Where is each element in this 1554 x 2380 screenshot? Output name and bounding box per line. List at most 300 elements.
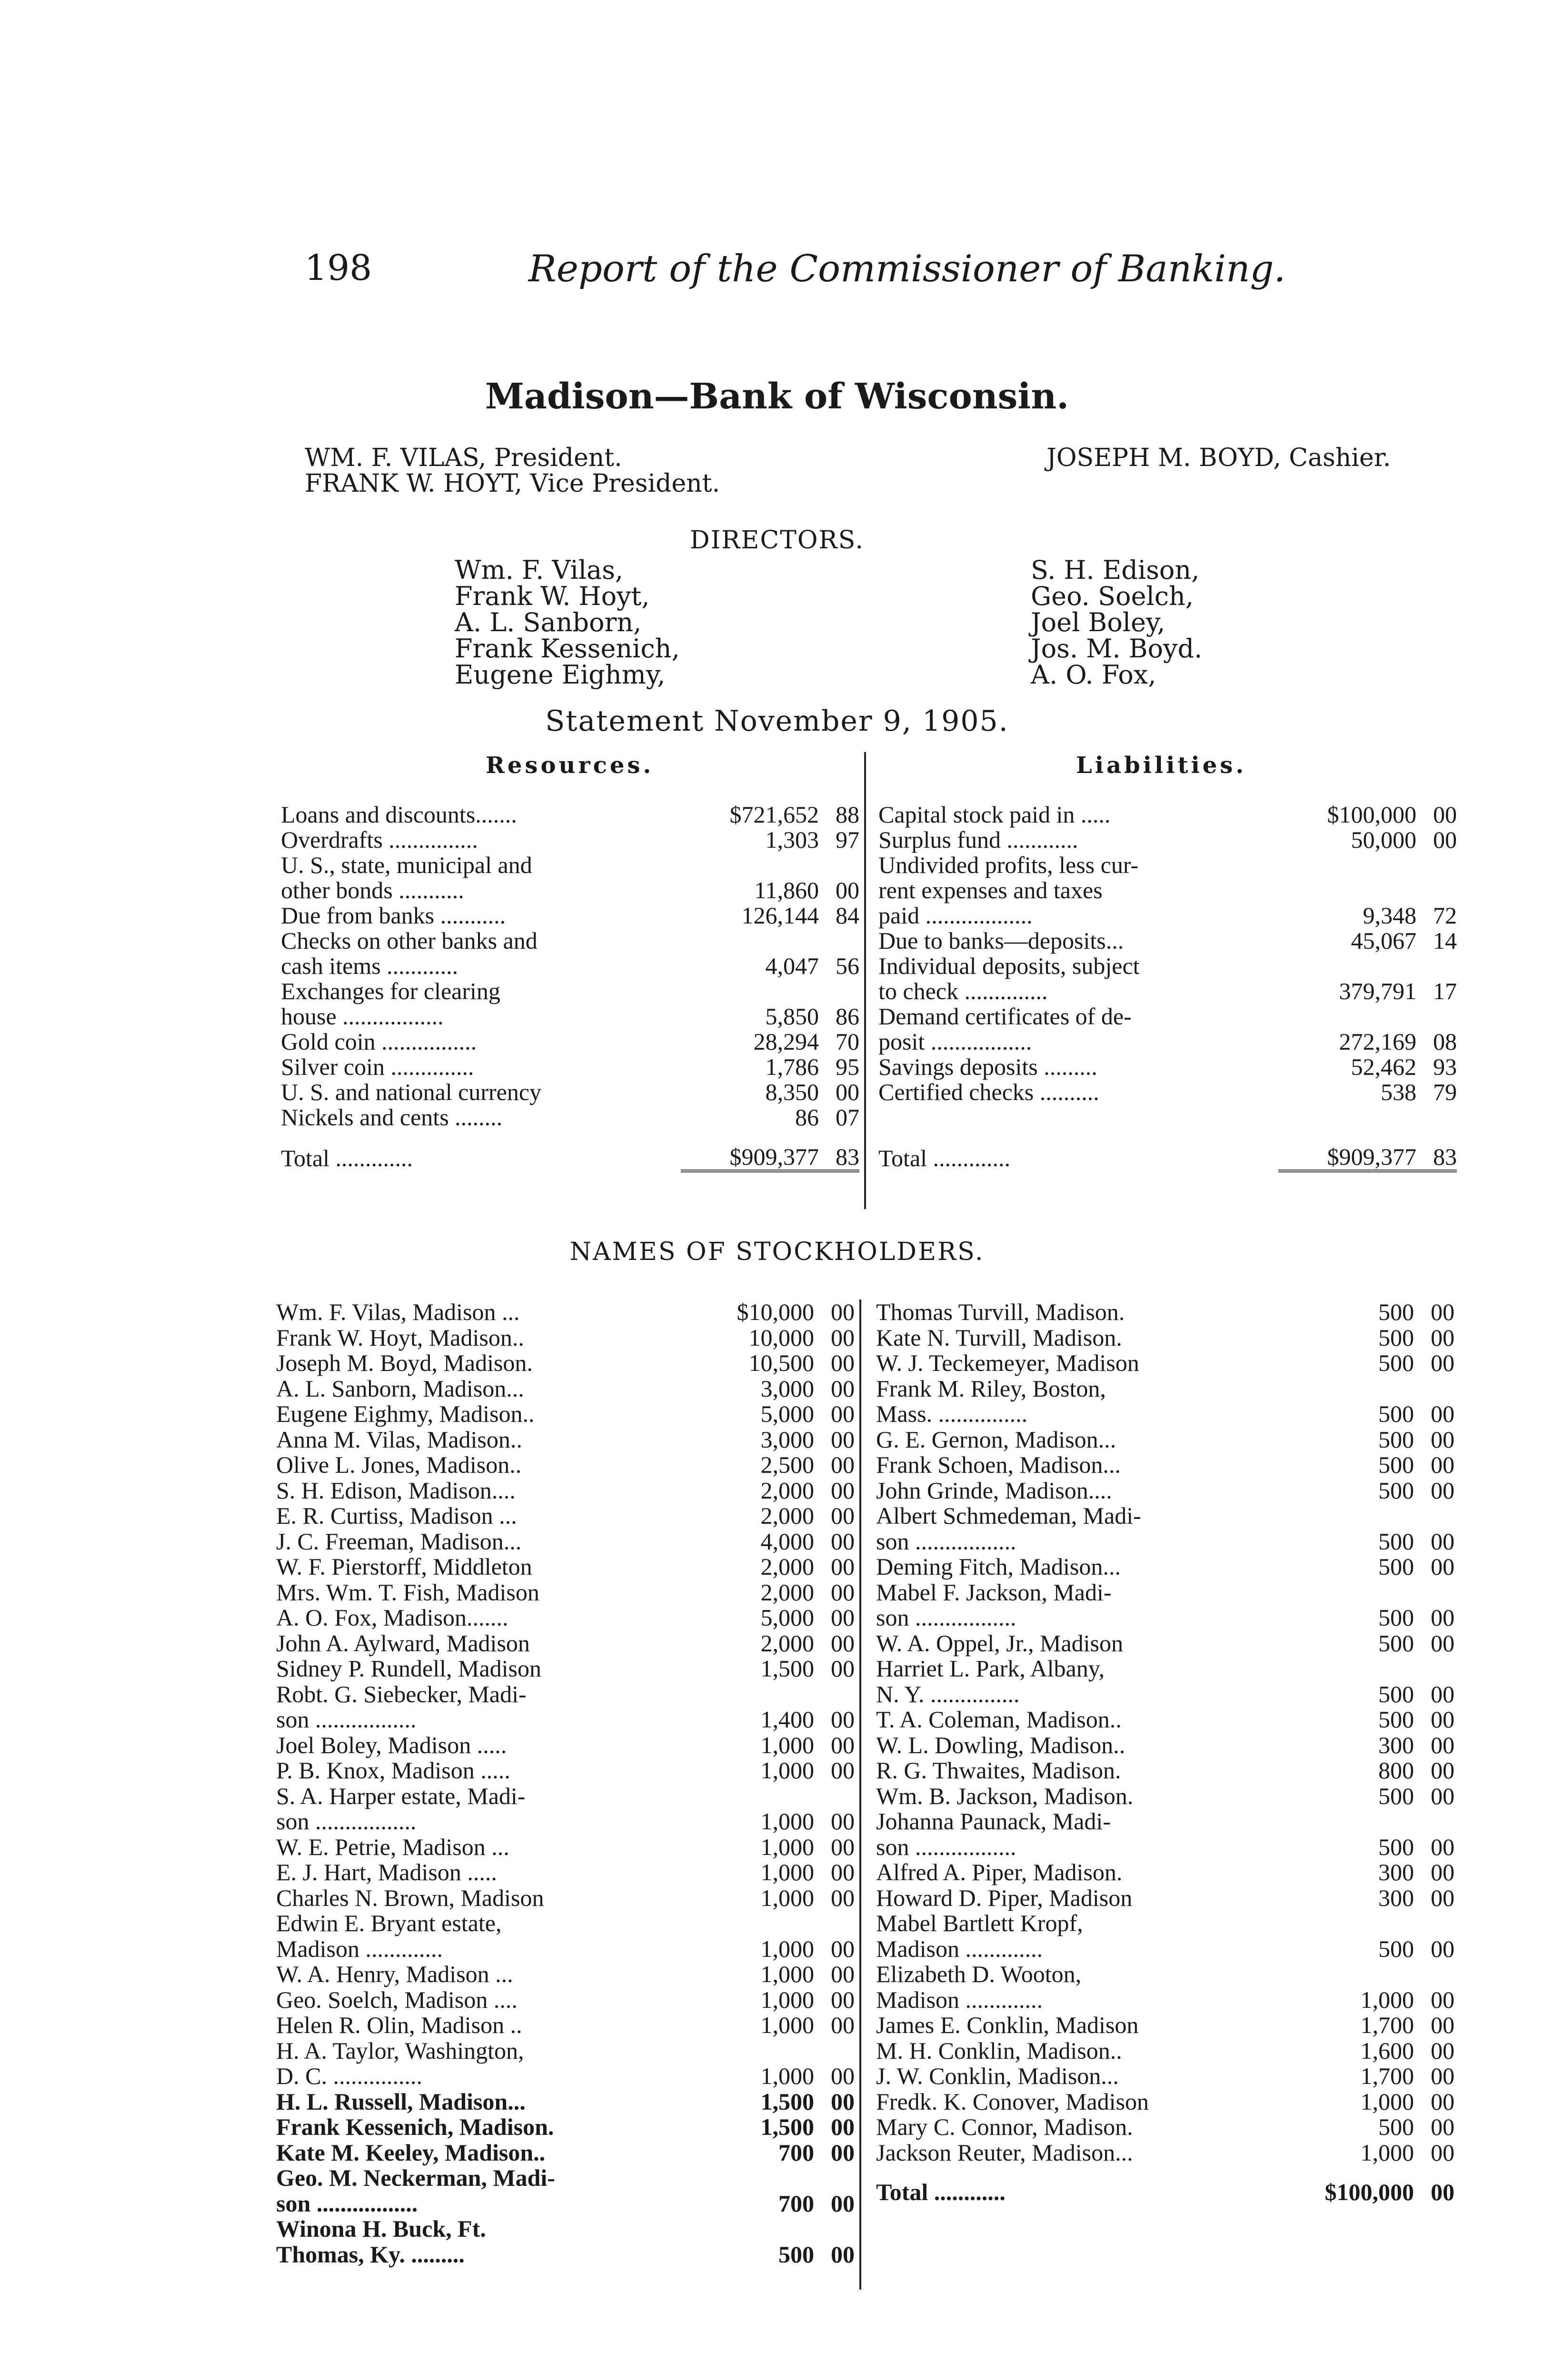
amount-cents: 70 [836,1028,859,1055]
amount-dollars: 86 [795,1104,819,1130]
amount-dollars [681,853,819,878]
amount-dollars [681,928,819,953]
line-item-label: cash items ............ [281,952,458,979]
amount-cents: 00 [836,1079,859,1105]
line-item-label: Gold coin ................ [281,1028,477,1055]
table-row [878,1004,1457,1029]
total-label: Total ............ [876,2179,1006,2205]
amount-dollars: 500 [1378,1604,1414,1631]
table-row [276,1529,855,1555]
table-row [276,1299,855,1325]
amount-cents [1416,1004,1457,1029]
amount-dollars: $909,377 [681,1130,819,1171]
amount-dollars: $10,000 [737,1299,814,1325]
table-row [876,1427,1454,1453]
amount-dollars: 500 [1378,1400,1414,1427]
stockholder-name: Wm. B. Jackson, Madison. [876,1782,1134,1809]
amount-cents: 00 [1431,1604,1454,1631]
line-item-label: Individual deposits, subject [878,952,1140,979]
table-row [281,1105,859,1130]
director-name: A. L. Sanborn, [455,607,642,637]
amount-dollars: 1,500 [760,1655,814,1682]
table-row [876,1554,1454,1580]
amount-cents: 00 [831,1859,855,1885]
amount-cents: 00 [1431,1629,1454,1656]
amount-cents: 93 [1433,1053,1457,1080]
table-row [276,1478,855,1504]
amount-dollars [1278,953,1416,979]
amount-cents: 83 [1416,1130,1457,1171]
amount-cents [1414,1911,1454,1936]
amount-dollars: 379,791 [1339,978,1416,1004]
amount-cents: 00 [836,877,859,903]
table-row [276,2191,855,2217]
amount-dollars: 8,350 [765,1079,819,1105]
stockholder-name: James E. Conklin, Madison [876,2012,1139,2038]
stockholder-name: son ................. [876,1527,1016,1555]
amount-cents: 00 [831,1757,855,1784]
total-row [876,2165,1454,2205]
table-row [281,1029,859,1054]
stockholder-name: Howard D. Piper, Madison [876,1884,1133,1911]
amount-cents: 00 [831,2012,855,2038]
line-item-label: paid .................. [878,902,1033,929]
amount-dollars: 2,500 [760,1451,814,1478]
stockholder-name: Olive L. Jones, Madison.. [276,1451,522,1478]
table-row [276,2216,855,2242]
amount-cents: 00 [831,1833,855,1860]
resources-table [281,802,859,1172]
directors-left-column [455,557,680,688]
table-row [876,1911,1454,1936]
table-row [276,1350,855,1376]
page-header [305,248,1286,300]
table-row [876,1376,1454,1402]
stockholder-name: Eugene Eighmy, Madison.. [276,1400,535,1427]
table-row [276,1503,855,1529]
table-row [281,853,859,878]
table-row [878,827,1457,853]
amount-dollars: 11,860 [754,877,819,903]
director-name: Jos. M. Boyd. [1031,634,1203,664]
amount-dollars: 5,000 [760,1400,814,1427]
amount-cents: 83 [819,1130,859,1171]
stockholder-name: W. J. Teckemeyer, Madison [876,1349,1139,1376]
stockholder-name: son ................. [276,2190,418,2217]
table-row [276,1656,855,1682]
amount-cents: 88 [836,801,859,828]
table-row [876,1452,1454,1478]
stockholder-name: Frank Kessenich, Madison. [276,2113,554,2140]
amount-dollars: 300 [1378,1731,1414,1758]
stockholder-name: Johanna Paunack, Madi- [876,1808,1111,1835]
amount-cents: 00 [831,1324,855,1351]
amount-cents: 00 [831,1527,855,1555]
stockholder-name: Kate M. Keeley, Madison.. [276,2139,546,2166]
amount-dollars: 1,000 [760,1757,814,1784]
total-row [281,1130,859,1171]
amount-dollars: 1,000 [1360,2139,1414,2166]
amount-dollars: 10,500 [748,1349,814,1376]
stockholder-name: Elizabeth D. Wooton, [876,1961,1082,1987]
stockholder-name: Jackson Reuter, Madison... [876,2139,1133,2166]
amount-dollars: 1,786 [765,1053,819,1080]
table-row [876,2089,1454,2115]
stockholder-name: Sidney P. Rundell, Madison [276,1655,541,1682]
amount-dollars: 1,700 [1360,2012,1414,2038]
amount-cents: 00 [831,1451,855,1478]
amount-dollars: 300 [1378,1884,1414,1911]
director-name: S. H. Edison, [1031,555,1200,585]
table-row [276,1427,855,1453]
amount-dollars: 28,294 [753,1028,819,1055]
amount-cents: 00 [831,2088,855,2115]
table-row [276,2063,855,2089]
amount-dollars: 1,000 [1360,1986,1414,2013]
bank-title: Madison—Bank of Wisconsin. [485,376,1069,417]
amount-dollars: 1,303 [765,826,819,853]
amount-cents: 00 [1431,2088,1454,2115]
stockholders-divider [859,1299,861,2290]
table-row [276,1885,855,1911]
stockholder-name: Winona H. Buck, Ft. [276,2215,486,2242]
amount-dollars: 1,000 [760,1884,814,1911]
table-row [876,1478,1454,1504]
table-row [276,1936,855,1962]
amount-cents [1414,1962,1454,1987]
table-row [876,1885,1454,1911]
stockholder-name: Joseph M. Boyd, Madison. [276,1349,533,1376]
amount-cents: 00 [831,2113,855,2140]
table-row [878,1080,1457,1105]
amount-dollars [681,1911,814,1936]
table-row [281,953,859,979]
amount-cents [1414,1503,1454,1529]
amount-cents: 00 [831,1731,855,1758]
table-row [876,2038,1454,2064]
amount-dollars: 500 [1378,1349,1414,1376]
officers-left [305,445,720,496]
line-item-label: Savings deposits ......... [878,1053,1097,1080]
line-item-label: Exchanges for clearing [281,978,500,1004]
line-item-label: to check .............. [878,978,1048,1004]
table-row [276,1554,855,1580]
amount-dollars: 500 [1378,1629,1414,1656]
table-row [878,953,1457,979]
amount-dollars: 1,000 [1360,2088,1414,2115]
amount-dollars: 500 [1378,1680,1414,1707]
amount-cents: 00 [1431,1782,1454,1809]
amount-dollars [681,2216,814,2242]
amount-dollars: 1,000 [760,1935,814,1962]
table-row [876,1529,1454,1555]
amount-dollars [681,2038,814,2064]
line-item-label: U. S. and national currency [281,1079,542,1105]
total-row [878,1130,1457,1171]
amount-cents: 00 [1431,1680,1454,1707]
amount-cents: 00 [831,2063,855,2089]
amount-cents [1414,1580,1454,1606]
amount-dollars: 1,000 [760,1731,814,1758]
table-row [276,2013,855,2038]
line-item-label: Overdrafts ............... [281,826,478,853]
table-row [276,1758,855,1784]
amount-cents: 00 [831,1553,855,1580]
table-row [876,2140,1454,2166]
stockholder-name: M. H. Conklin, Madison.. [876,2037,1122,2064]
stockholder-name: Wm. F. Vilas, Madison ... [276,1299,520,1325]
table-row [276,1784,855,1809]
stockholder-name: Madison ............. [876,1986,1043,2013]
director-name: Eugene Eighmy, [455,660,666,690]
table-row [276,1401,855,1427]
amount-cents: 00 [1431,2037,1454,2064]
stockholder-name: W. E. Petrie, Madison ... [276,1833,509,1860]
amount-cents: 00 [1431,1324,1454,1351]
amount-dollars: 1,700 [1360,2063,1414,2089]
amount-dollars: 1,000 [760,2012,814,2038]
table-row [281,1054,859,1080]
amount-cents: 97 [836,826,859,853]
table-row [276,1911,855,1936]
amount-dollars: 500 [1378,1553,1414,1580]
amount-dollars: 3,000 [760,1375,814,1402]
amount-cents [814,2165,855,2191]
amount-dollars: 700 [778,2139,814,2166]
amount-cents: 00 [831,1961,855,1987]
stockholder-name: Joel Boley, Madison ..... [276,1731,507,1758]
amount-cents: 00 [831,2139,855,2166]
line-item-label: Nickels and cents ........ [281,1104,503,1130]
stockholder-name: Geo. M. Neckerman, Madi- [276,2164,555,2191]
amount-cents: 00 [1431,2012,1454,2038]
stockholder-name: Fredk. K. Conover, Madison [876,2088,1149,2115]
amount-cents [819,928,859,953]
amount-dollars: $100,000 [1327,801,1416,828]
amount-cents: 95 [836,1053,859,1080]
stockholder-name: Mabel Bartlett Kropf, [876,1910,1083,1936]
amount-dollars [1278,878,1416,903]
amount-dollars [1276,1580,1414,1606]
amount-cents: 00 [1431,1706,1454,1733]
table-row [276,2140,855,2166]
total-label: Total ............. [878,1145,1011,1171]
stockholder-name: Thomas Turvill, Madison. [876,1299,1125,1325]
amount-dollars: 500 [1378,1451,1414,1478]
amount-dollars: 45,067 [1351,927,1416,954]
table-row [276,1682,855,1707]
amount-dollars: 52,462 [1351,1053,1416,1080]
amount-dollars: 5,850 [765,1003,819,1030]
amount-cents: 00 [1431,1451,1454,1478]
stockholder-name: R. G. Thwaites, Madison. [876,1757,1121,1784]
amount-cents: 00 [1431,1299,1454,1325]
amount-dollars: 5,000 [760,1604,814,1631]
line-item-label: Surplus fund ............ [878,826,1078,853]
line-item-label: Loans and discounts....... [281,801,517,828]
amount-dollars [1276,1962,1414,1987]
amount-cents: 00 [1431,2179,1454,2205]
amount-dollars: 500 [778,2241,814,2268]
amount-cents: 72 [1433,902,1457,929]
amount-cents: 00 [831,1604,855,1631]
amount-cents: 00 [1433,801,1457,828]
stockholder-name: H. L. Russell, Madison... [276,2088,526,2115]
amount-dollars [1278,853,1416,878]
stockholder-name: S. A. Harper estate, Madi- [276,1782,526,1809]
line-item-label: Silver coin .............. [281,1053,474,1080]
table-row [878,928,1457,953]
table-row [878,853,1457,878]
amount-cents: 79 [1433,1079,1457,1105]
amount-cents: 00 [831,1935,855,1962]
amount-cents: 00 [831,1426,855,1453]
stockholder-name: son ................. [276,1706,417,1733]
liabilities-heading: Liabilities. [1076,752,1247,779]
table-row [876,1503,1454,1529]
line-item-label: Due from banks ........... [281,902,506,929]
table-row [276,2038,855,2064]
amount-cents: 00 [831,1808,855,1835]
stockholder-name: son ................. [276,1808,417,1835]
stockholder-name: Albert Schmedeman, Madi- [876,1502,1141,1529]
resources-heading: Resources. [486,752,654,779]
table-row [878,1054,1457,1080]
table-row [276,1860,855,1885]
amount-dollars: 500 [1378,1782,1414,1809]
stockholder-name: Edwin E. Bryant estate, [276,1910,502,1936]
table-row [876,1936,1454,1962]
amount-dollars [1278,1004,1416,1029]
amount-cents: 07 [836,1104,859,1130]
amount-dollars: 1,000 [760,2063,814,2089]
table-row [876,1784,1454,1809]
amount-dollars: 538 [1381,1079,1416,1105]
amount-dollars: 500 [1378,1527,1414,1555]
line-item-label: Capital stock paid in ..... [878,801,1111,828]
stockholder-name: T. A. Coleman, Madison.. [876,1706,1122,1733]
amount-dollars: 1,400 [760,1706,814,1733]
amount-cents: 00 [1431,1833,1454,1860]
amount-dollars [681,1682,814,1707]
amount-cents: 00 [831,1299,855,1325]
directors-right-column [1031,557,1202,688]
table-row [878,979,1457,1004]
stockholder-name: son ................. [876,1833,1016,1860]
director-name: Frank W. Hoyt, [455,581,650,611]
table-row [876,1605,1454,1631]
amount-dollars: 2,000 [760,1578,814,1606]
amount-dollars: 500 [1378,1935,1414,1962]
line-item-label: Certified checks .......... [878,1079,1099,1105]
stockholder-name: A. L. Sanborn, Madison... [276,1375,524,1402]
amount-cents: 00 [831,1986,855,2013]
stockholder-name: Mary C. Connor, Madison. [876,2113,1133,2140]
president-line: WM. F. VILAS, President. [305,444,622,472]
amount-dollars: 500 [1378,1426,1414,1453]
stockholder-name: Deming Fitch, Madison... [876,1553,1121,1580]
line-item-label: rent expenses and taxes [878,877,1103,903]
amount-cents: 00 [831,1349,855,1376]
amount-cents: 00 [831,1706,855,1733]
table-row [876,1401,1454,1427]
table-row [276,1987,855,2013]
director-name: Joel Boley, [1031,607,1166,637]
amount-cents: 00 [831,2241,855,2268]
amount-dollars [681,1784,814,1809]
amount-cents: 00 [831,1629,855,1656]
stockholder-name: John Grinde, Madison.... [876,1477,1112,1504]
table-row [276,2089,855,2115]
stockholder-name: son ................. [876,1604,1016,1631]
amount-dollars: 1,000 [760,1986,814,2013]
amount-cents: 00 [831,1884,855,1911]
amount-cents: 00 [1431,1349,1454,1376]
amount-dollars: $909,377 [1278,1130,1416,1171]
amount-dollars: 10,000 [748,1324,814,1351]
table-row [876,1962,1454,1987]
table-row [878,903,1457,928]
table-row [276,1809,855,1835]
table-row [876,1809,1454,1835]
stockholder-name: Anna M. Vilas, Madison.. [276,1426,522,1453]
table-row [876,1631,1454,1656]
stockholder-name: W. F. Pierstorff, Middleton [276,1553,532,1580]
table-row [276,1733,855,1758]
table-row [876,1299,1454,1325]
table-row [276,1707,855,1733]
table-row [878,878,1457,903]
stockholder-name: W. A. Oppel, Jr., Madison [876,1629,1123,1656]
table-row [876,1682,1454,1707]
directors-heading: DIRECTORS. [690,526,864,555]
table-row [281,979,859,1004]
amount-dollars: $100,000 [1325,2179,1414,2205]
amount-dollars: 800 [1378,1757,1414,1784]
stockholder-name: Madison ............. [276,1935,443,1962]
amount-cents: 00 [831,1578,855,1606]
table-row [276,1580,855,1606]
table-row [876,1325,1454,1351]
amount-dollars: 4,047 [765,952,819,979]
stockholder-name: Frank M. Riley, Boston, [876,1375,1106,1402]
amount-cents: 00 [831,1400,855,1427]
stockholder-name: H. A. Taylor, Washington, [276,2037,524,2064]
amount-dollars: 2,000 [760,1477,814,1504]
stockholder-name: Frank Schoen, Madison... [876,1451,1121,1478]
table-row [876,1987,1454,2013]
table-row [276,1376,855,1402]
amount-cents [814,1682,855,1707]
amount-cents: 00 [1431,1553,1454,1580]
director-name: Geo. Soelch, [1031,581,1194,611]
amount-dollars: 1,000 [760,1961,814,1987]
table-row [876,2013,1454,2038]
table-row [876,1758,1454,1784]
table-row [276,1325,855,1351]
amount-cents: 00 [831,1477,855,1504]
stockholder-name: Frank W. Hoyt, Madison.. [276,1324,524,1351]
amount-cents [814,2216,855,2242]
amount-dollars [1276,1911,1414,1936]
line-item-label: U. S., state, municipal and [281,852,532,878]
running-title: Report of the Commissioner of Banking. [528,248,1286,290]
amount-dollars [1276,1809,1414,1835]
table-row [876,1580,1454,1606]
statement-divider [864,752,866,1209]
amount-cents [1416,878,1457,903]
stockholder-name: G. E. Gernon, Madison... [876,1426,1116,1453]
